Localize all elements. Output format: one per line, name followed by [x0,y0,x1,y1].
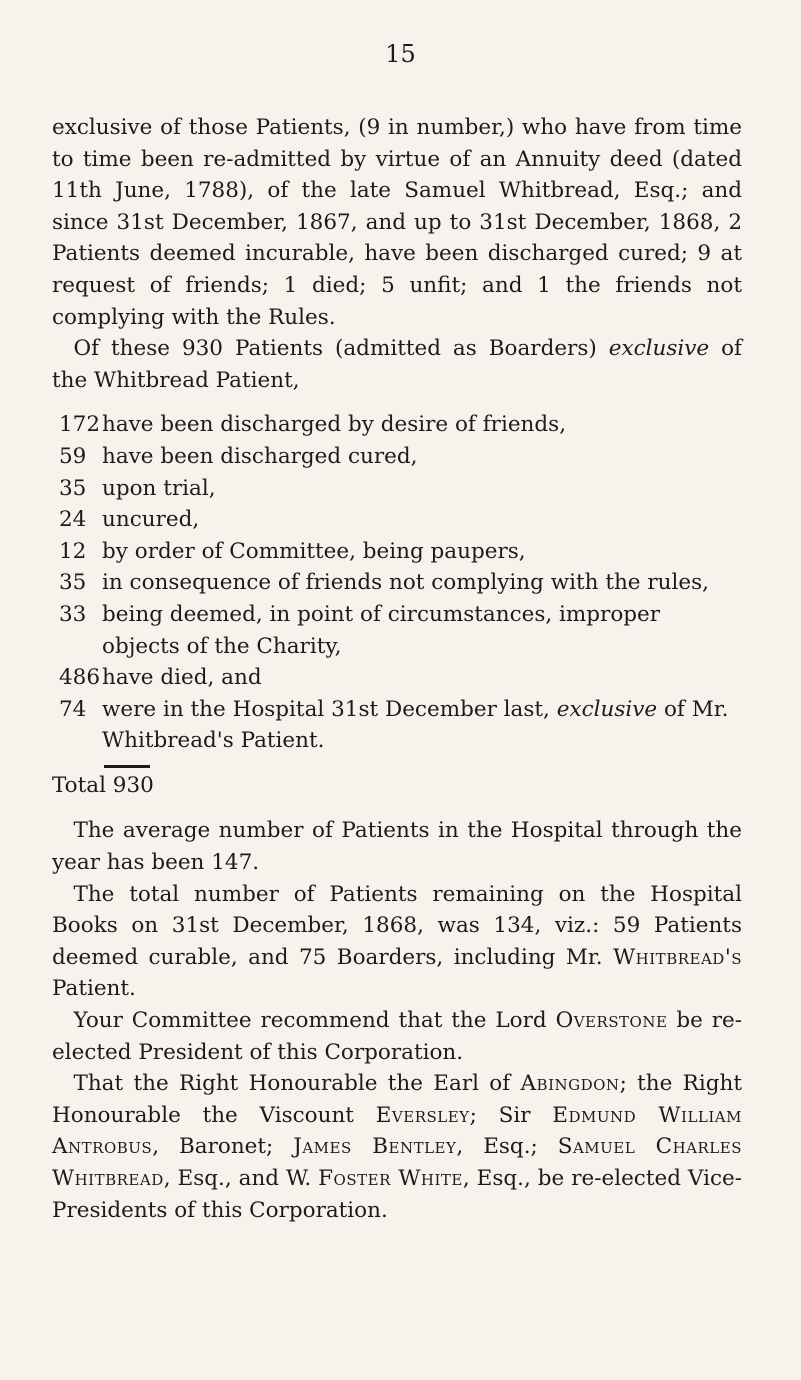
total-line: Total 930 [52,772,154,798]
list-item: 172 have been discharged by desire of friends, [59,412,567,438]
paragraph-average: The average number of Patients in the Hospital through the year has been 147. [52,818,742,876]
paragraph-exclusive-patients: exclusive of those Patients, (9 in number,) who have from time to time been re-admitted by virtue of an Annuity deed (dated 11th June, 1788), of the late Samuel Whitbread, Esq.; and since 31st December, 1867, and up to 31st December, 1868, 2 Patients deemed incurable, have been discharged cured; 9 at request of friends; 1 died; 5 unfit; and 1 the friends not complying with the Rules. [52,115,742,330]
paragraph-total-remaining: The total number of Patients remaining on the Hospital Books on 31st December, 1868, was 134, viz.: 59 Patients deemed curable, and 75 Boarders, including Mr. Whitbread's Patient. [52,881,742,1002]
paragraph-president: Your Committee recommend that the Lord Overstone be re-elected President of this Corporation. [52,1008,742,1065]
emphasis-exclusive: exclusive [608,336,710,362]
list-item: 35 in consequence of friends not complying with the rules, [59,570,709,596]
list-item: 12 by order of Committee, being paupers, [59,538,526,564]
total-rule-divider [104,765,150,768]
list-item: 35 upon trial, [59,475,216,501]
list-item: 486 have died, and [59,665,262,691]
list-item: 74 were in the Hospital 31st December last, exclusive of Mr. Whitbread's Patient. [59,696,729,754]
paragraph-of-these: Of these 930 Patients (admitted as Boarders) exclusive of the Whitbread Patient, [52,336,742,393]
paragraph-vice-presidents: That the Right Honourable the Earl of Abingdon; the Right Honourable the Viscount Eversley; Sir Edmund William Antrobus, Baronet; James Bentley, Esq.; Samuel Charles Whitbread, Esq., and W. Foster White, Esq., be re-elected Vice-Presidents of this Corporation. [52,1071,742,1223]
body-text [52,112,742,1226]
list-item: 33 being deemed, in point of circumstances, improper objects of the Charity, [59,601,661,659]
list-item: 24 uncured, [59,507,200,533]
list-item: 59 have been discharged cured, [59,443,418,469]
page-number: 15 [385,40,416,68]
patient-breakdown-list [52,409,742,757]
